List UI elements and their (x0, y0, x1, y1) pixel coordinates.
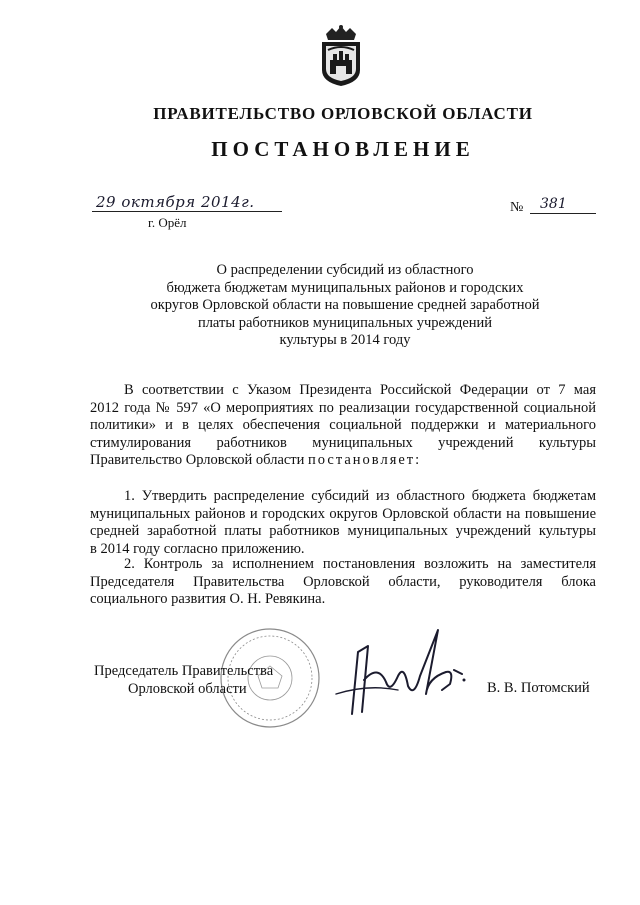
subject-line: бюджета бюджетам муниципальных районов и городских (166, 279, 524, 296)
document-type: ПОСТАНОВЛЕНИЕ (211, 137, 475, 161)
preamble-line: В соответствии с Указом Президента Российской Федерации от 7 мая (124, 382, 596, 398)
city-label: г. Орёл (148, 215, 187, 230)
subject-line: округов Орловской области на повышение средней заработной (150, 297, 540, 313)
handwritten-date: 29 октября 2014г. (96, 193, 255, 211)
signatory-name: В. В. Потомский (487, 680, 590, 696)
signatory-title-line: Председатель Правительства (94, 663, 274, 679)
subject-line: культуры в 2014 году (279, 332, 411, 348)
item-2-line: Председателя Правительства Орловской области, руководителя блока (90, 573, 596, 590)
number-underline (530, 213, 596, 214)
preamble-text: Правительство Орловской области (90, 452, 309, 468)
date-underline (92, 211, 282, 212)
item-1-line: 1. Утвердить распределение субсидий из областного бюджета бюджетам (124, 488, 596, 504)
subject-line: платы работников муниципальных учреждений (197, 314, 493, 331)
preamble-line: 2012 года № 597 «О мероприятиях по реализации государственной социальной (90, 399, 596, 416)
signatory-title (94, 663, 273, 698)
number-label: № (510, 200, 524, 215)
coat-of-arms-icon (318, 24, 364, 88)
item-2-line: 2. Контроль за исполнением постановления возложить на заместителя (124, 556, 596, 572)
preamble-paragraph (90, 382, 596, 470)
preamble-line: стимулирования работников муниципальных учреждений культуры (90, 434, 596, 451)
item-1-line: средней заработной платы работников муниципальных учреждений культуры (90, 523, 596, 539)
organization-title: ПРАВИТЕЛЬСТВО ОРЛОВСКОЙ ОБЛАСТИ (153, 104, 533, 123)
item-1-line: в 2014 году согласно приложению. (90, 540, 305, 557)
document-subject (100, 262, 590, 350)
signatory-title-line: Орловской области (128, 680, 247, 697)
item-1-line: муниципальных районов и городских округов Орловской области на повышение (90, 505, 596, 522)
handwritten-signature-icon (328, 624, 468, 720)
preamble-line-last (90, 452, 596, 470)
handwritten-number: 381 (540, 196, 567, 212)
subject-line: О распределении субсидий из областного (216, 262, 474, 278)
item-2-line: социального развития О. Н. Ревякина. (90, 591, 326, 607)
item-1-paragraph (90, 488, 596, 558)
decree-word: постановляет: (308, 452, 422, 468)
item-2-paragraph (90, 556, 596, 609)
preamble-line: политики» и в целях обеспечения социальной поддержки и материального (90, 417, 596, 433)
